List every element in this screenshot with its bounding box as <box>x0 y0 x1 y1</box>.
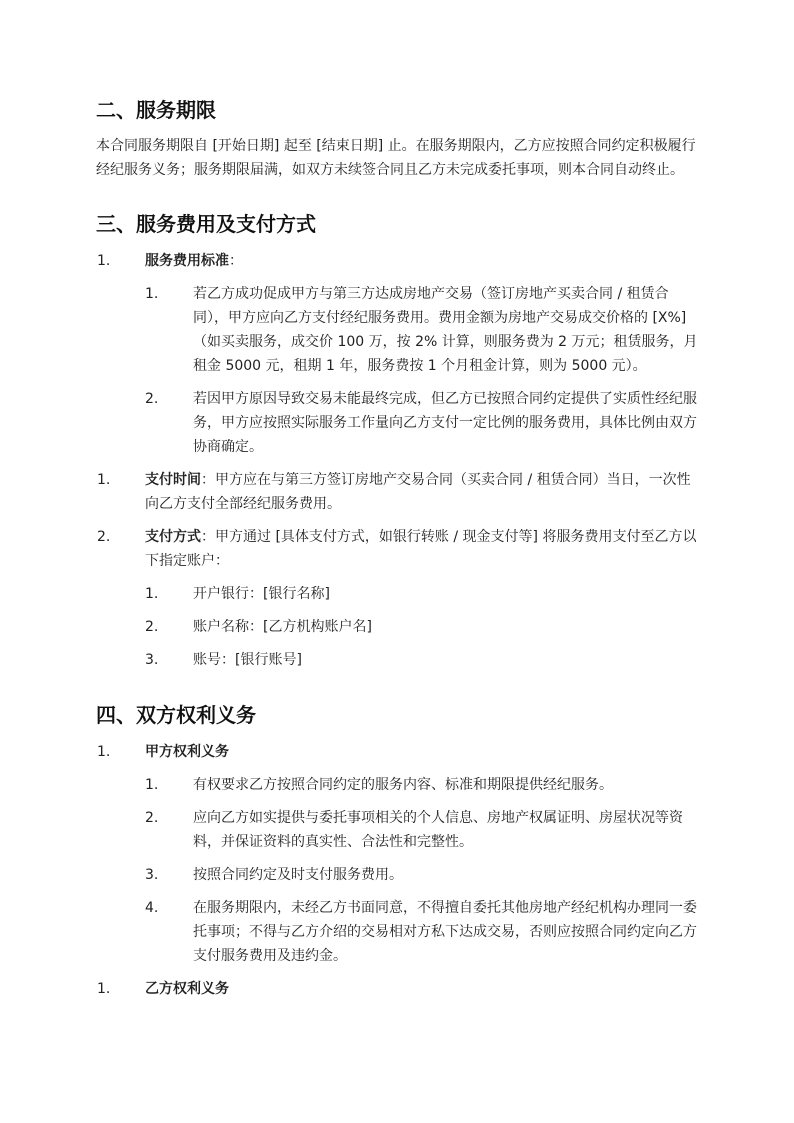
item-text: 若乙方成功促成甲方与第三方达成房地产交易（签订房地产买卖合同 / 租赁合同），甲方应向乙方支付经纪服务费用。费用金额为房地产交易成交价格的 [X%]（如买卖服务，成交价 100 万，按 2% 计算，则服务费为 2 万元；租赁服务，月租金 5000 元，租期 1 年，服务费按 1 个月租金计算，则为 5000 元）。 <box>193 286 698 374</box>
list-number: 2. <box>145 619 159 635</box>
item-text: 若因甲方原因导致交易未能最终完成，但乙方已按照合同约定提供了实质性经纪服务，甲方应按照实际服务工作量向乙方支付一定比例的服务费用，具体比例由双方协商确定。 <box>193 391 697 455</box>
list-number: 2. <box>145 810 159 826</box>
list-number: 1. <box>97 981 111 997</box>
item-text: 按照合同约定及时支付服务费用。 <box>193 867 403 883</box>
list-number: 3. <box>145 652 159 668</box>
list-number: 1. <box>97 744 111 760</box>
section-title-rights-obligations: 四、双方权利义务 <box>96 703 256 727</box>
list-item-party-b <box>96 977 700 1001</box>
service-period-paragraph: 本合同服务期限自 [开始日期] 起至 [结束日期] 止。在服务期限内，乙方应按照合同约定积极履行经纪服务义务；服务期限届满，如双方未续签合同且乙方未完成委托事项，则本合同自动终止。 <box>96 138 696 178</box>
item-text: 甲方通过 [具体支付方式，如银行转账 / 现金支付等] 将服务费用支付至乙方以下指定账户： <box>145 529 697 569</box>
list-item-party-a-clause <box>96 863 700 887</box>
list-number: 2. <box>145 391 159 407</box>
item-text: 账号：[银行账号] <box>193 652 302 668</box>
list-item-account-name <box>96 615 700 639</box>
list-item-party-a-clause <box>96 806 700 854</box>
item-text: 有权要求乙方按照合同约定的服务内容、标准和期限提供经纪服务。 <box>193 777 613 793</box>
list-number: 3. <box>145 867 159 883</box>
item-label: 支付时间 <box>145 472 201 488</box>
list-item-payment-time <box>96 468 700 516</box>
label-separator: ： <box>229 253 243 269</box>
item-text: 甲方应在与第三方签订房地产交易合同（买卖合同 / 租赁合同）当日，一次性向乙方支付全部经纪服务费用。 <box>145 472 691 512</box>
item-label: 服务费用标准 <box>145 253 229 269</box>
list-item-payment-method <box>96 525 700 573</box>
list-item-party-a <box>96 740 700 764</box>
list-number: 1. <box>145 586 159 602</box>
item-label: 支付方式 <box>145 529 201 545</box>
item-text: 应向乙方如实提供与委托事项相关的个人信息、房地产权属证明、房屋状况等资料，并保证资料的真实性、合法性和完整性。 <box>193 810 683 850</box>
list-number: 4. <box>145 900 159 916</box>
list-number: 1. <box>145 286 159 302</box>
section-title-fees-payment: 三、服务费用及支付方式 <box>96 212 316 236</box>
section-title-service-period: 二、服务期限 <box>96 98 216 122</box>
list-item-fee-standard <box>96 249 700 273</box>
list-item-party-a-clause <box>96 896 700 968</box>
item-text: 在服务期限内，未经乙方书面同意，不得擅自委托其他房地产经纪机构办理同一委托事项；不得与乙方介绍的交易相对方私下达成交易，否则应按照合同约定向乙方支付服务费用及违约金。 <box>193 900 697 964</box>
item-text: 开户银行：[银行名称] <box>193 586 330 602</box>
list-item-fee-rule <box>96 282 700 378</box>
list-number: 1. <box>97 472 111 488</box>
label-separator: ： <box>201 472 215 488</box>
list-item-fee-rule <box>96 387 700 459</box>
item-text: 账户名称：[乙方机构账户名] <box>193 619 372 635</box>
list-item-account-number <box>96 648 700 672</box>
item-label: 乙方权利义务 <box>145 981 229 997</box>
label-separator: ： <box>201 529 215 545</box>
list-item-party-a-clause <box>96 773 700 797</box>
list-item-account-bank <box>96 582 700 606</box>
list-number: 1. <box>145 777 159 793</box>
list-number: 2. <box>97 529 111 545</box>
item-label: 甲方权利义务 <box>145 744 229 760</box>
list-number: 1. <box>97 253 111 269</box>
